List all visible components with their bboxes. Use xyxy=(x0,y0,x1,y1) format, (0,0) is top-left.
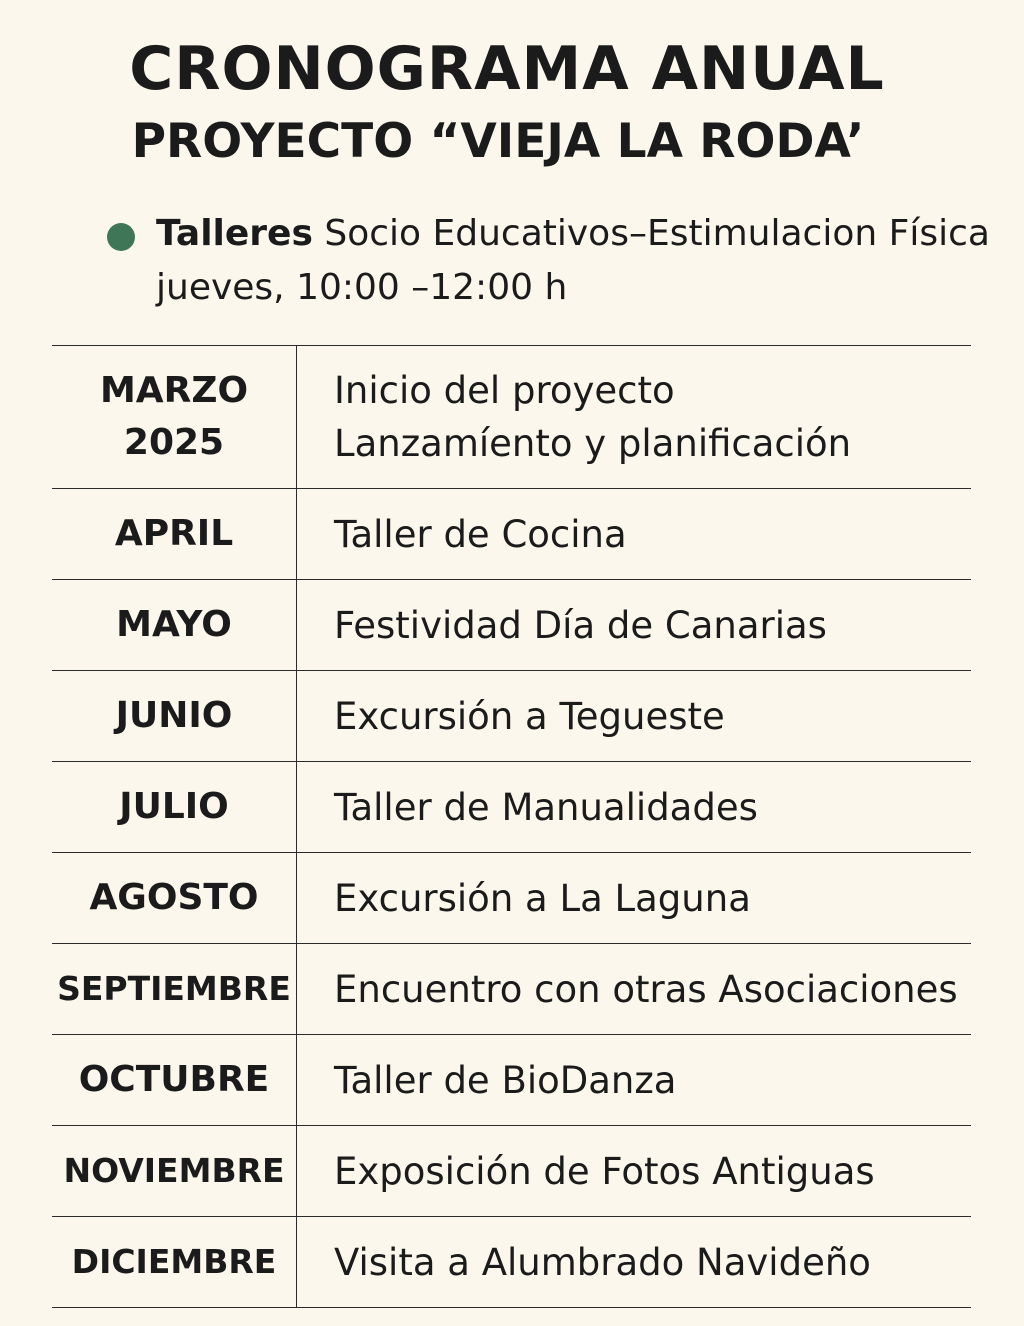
bullet-dot-icon xyxy=(107,223,135,251)
month-label: OCTUBRE xyxy=(78,1059,270,1100)
activity-line-1: Excursión a Tegueste xyxy=(334,694,725,738)
month-label: SEPTIEMBRE xyxy=(57,969,291,1008)
month-cell xyxy=(52,671,297,761)
activity-cell xyxy=(297,489,971,579)
page-subtitle: PROYECTO “VIEJA LA RODA’ xyxy=(131,114,865,169)
schedule-row-junio xyxy=(52,670,971,761)
schedule-row-april xyxy=(52,488,971,579)
month-cell xyxy=(52,346,297,488)
activity-line-1: Inicio del proyecto xyxy=(334,369,675,412)
page-title: CRONOGRAMA ANUAL xyxy=(129,34,885,104)
activity-cell xyxy=(297,1126,971,1216)
activity-line-1: Visita a Alumbrado Navideño xyxy=(334,1240,871,1284)
month-label: AGOSTO xyxy=(89,877,259,918)
schedule-row-octubre xyxy=(52,1034,971,1125)
schedule-row-marzo xyxy=(52,345,971,488)
activity-line-2: Lanzamíento y planificación xyxy=(334,422,852,465)
activity-line-1: Excursión a La Laguna xyxy=(334,876,751,920)
activity-cell xyxy=(297,853,971,943)
schedule-row-septiembre xyxy=(52,943,971,1034)
schedule-table xyxy=(52,345,971,1308)
activity-cell xyxy=(297,346,971,488)
month-label: APRIL xyxy=(114,513,234,554)
activity-cell xyxy=(297,580,971,670)
month-label: MARZO 2025 xyxy=(99,370,249,463)
activity-line-1: Taller de Manualidades xyxy=(334,785,758,829)
month-label: MAYO xyxy=(116,604,232,645)
month-cell xyxy=(52,944,297,1034)
month-cell xyxy=(52,1035,297,1125)
workshop-schedule: jueves, 10:00 –12:00 h xyxy=(156,267,568,308)
schedule-row-agosto xyxy=(52,852,971,943)
activity-cell xyxy=(297,944,971,1034)
month-label: DICIEMBRE xyxy=(71,1242,277,1281)
workshop-label-rest: Socio Educativos–Estimulacion Física xyxy=(312,213,990,254)
month-cell xyxy=(52,762,297,852)
activity-line-1: Encuentro con otras Asociaciones xyxy=(334,967,958,1011)
workshop-title xyxy=(156,208,990,260)
activity-line-1: Festividad Día de Canarias xyxy=(334,603,827,647)
schedule-row-julio xyxy=(52,761,971,852)
month-label: JUNIO xyxy=(115,695,233,736)
workshop-label-bold: Talleres xyxy=(156,213,313,254)
activity-line-1: Exposición de Fotos Antiguas xyxy=(334,1149,875,1193)
activity-cell xyxy=(297,1217,971,1307)
month-cell xyxy=(52,489,297,579)
month-cell xyxy=(52,580,297,670)
month-cell xyxy=(52,1126,297,1216)
activity-cell xyxy=(297,1035,971,1125)
activity-line-1: Taller de BioDanza xyxy=(334,1058,677,1102)
month-cell xyxy=(52,853,297,943)
month-label: NOVIEMBRE xyxy=(63,1151,285,1190)
month-label: JULIO xyxy=(119,786,229,827)
schedule-row-diciembre xyxy=(52,1216,971,1308)
activity-cell xyxy=(297,762,971,852)
activity-cell xyxy=(297,671,971,761)
schedule-row-noviembre xyxy=(52,1125,971,1216)
schedule-row-mayo xyxy=(52,579,971,670)
month-cell xyxy=(52,1217,297,1307)
activity-line-1: Taller de Cocina xyxy=(334,512,627,556)
